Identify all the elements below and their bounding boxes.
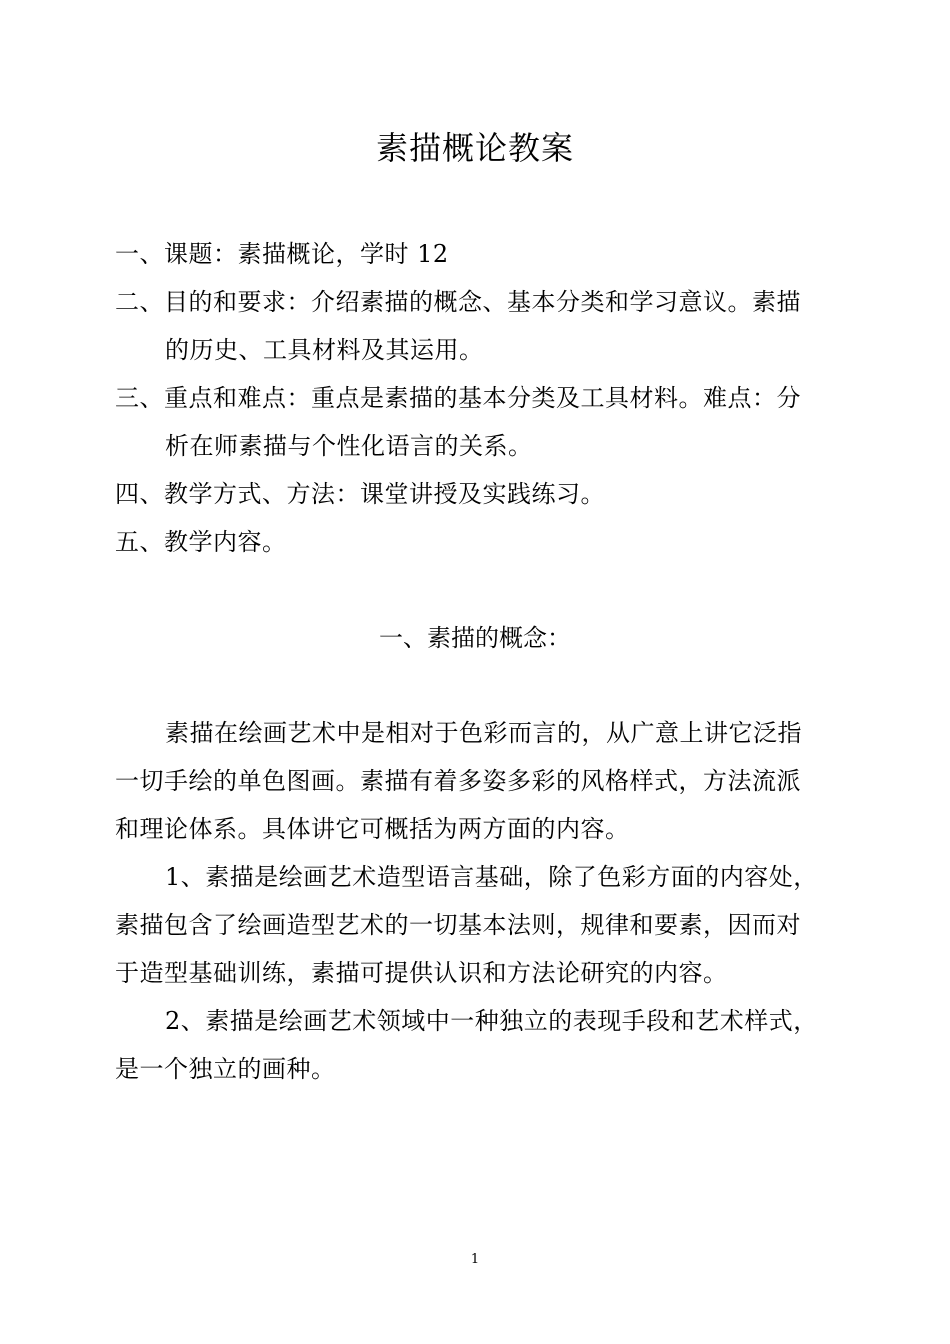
outline-item-content: 五、教学内容。	[115, 528, 287, 556]
outline-item-method: 四、教学方式、方法：课堂讲授及实践练习。	[115, 480, 605, 508]
body-text	[115, 709, 840, 1093]
paragraph-line: 2、素描是绘画艺术领域中一种独立的表现手段和艺术样式，	[165, 1007, 818, 1035]
outline-item-key-points: 三、重点和难点：重点是素描的基本分类及工具材料。难点：分	[115, 384, 801, 412]
outline-item-key-points-continued: 析在师素描与个性化语言的关系。	[165, 432, 533, 460]
outline-item-goals: 二、目的和要求：介绍素描的概念、基本分类和学习意议。素描	[115, 288, 801, 316]
paragraph-line: 是一个独立的画种。	[115, 1055, 336, 1083]
paragraph-line: 素描在绘画艺术中是相对于色彩而言的，从广意上讲它泛指	[165, 719, 802, 747]
paragraph-line: 一切手绘的单色图画。素描有着多姿多彩的风格样式，方法流派	[115, 767, 801, 795]
paragraph-line: 素描包含了绘画造型艺术的一切基本法则，规律和要素，因而对	[115, 911, 801, 939]
outline-list	[115, 230, 840, 566]
paragraph-line: 1、素描是绘画艺术造型语言基础，除了色彩方面的内容处，	[165, 863, 818, 891]
paragraph-line: 和理论体系。具体讲它可概括为两方面的内容。	[115, 815, 630, 843]
section-heading: 一、素描的概念：	[379, 624, 571, 652]
outline-item-topic: 一、课题：素描概论，学时 12	[115, 240, 449, 268]
page-number: 1	[470, 1252, 480, 1267]
outline-item-goals-continued: 的历史、工具材料及其运用。	[165, 336, 484, 364]
document-title: 素描概论教案	[375, 129, 574, 167]
paragraph-line: 于造型基础训练，素描可提供认识和方法论研究的内容。	[115, 959, 728, 987]
